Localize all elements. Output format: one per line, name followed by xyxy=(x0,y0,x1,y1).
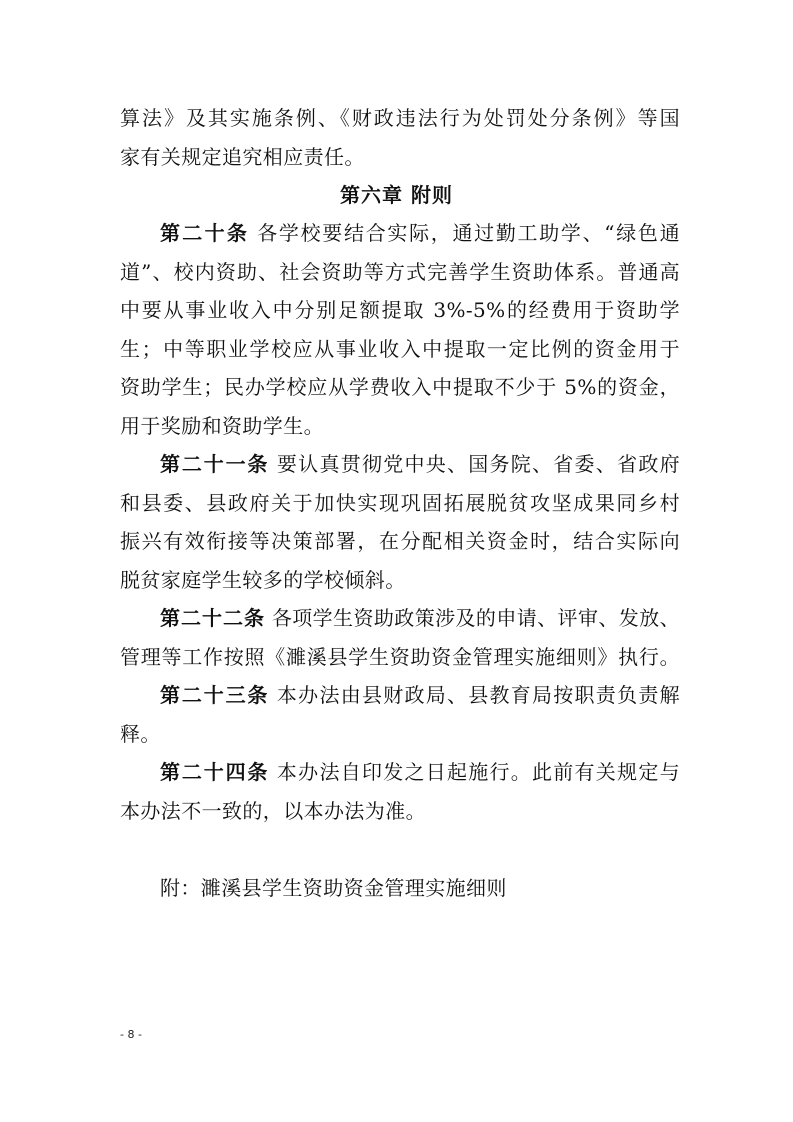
article-20-line: 中要从事业收入中分别足额提取 3%-5%的经费用于资助学 xyxy=(120,298,680,322)
article-text: 要认真贯彻党中央、国务院、省委、省政府 xyxy=(276,452,680,476)
article-22-first-line xyxy=(160,606,680,630)
article-20-first-line xyxy=(160,221,680,245)
article-21-first-line xyxy=(160,452,680,476)
article-23-first-line xyxy=(160,683,680,707)
article-label: 第二十四条 xyxy=(160,760,270,784)
attachment-note: 附：濉溪县学生资助资金管理实施细则 xyxy=(160,876,507,900)
page-number: - 8 - xyxy=(120,1028,142,1041)
article-21-line: 和县委、县政府关于加快实现巩固拓展脱贫攻坚成果同乡村 xyxy=(120,491,680,515)
article-text: 各学校要结合实际，通过勤工助学、“绿色通 xyxy=(257,221,681,245)
article-label: 第二十三条 xyxy=(160,683,270,707)
article-23-line: 释。 xyxy=(120,722,161,746)
article-24-first-line xyxy=(160,760,680,784)
article-label: 第二十条 xyxy=(160,221,250,245)
article-text: 本办法自印发之日起施行。此前有关规定与 xyxy=(276,760,680,784)
article-20-line: 生；中等职业学校应从事业收入中提取一定比例的资金用于 xyxy=(120,337,680,361)
article-22-line: 管理等工作按照《濉溪县学生资助资金管理实施细则》执行。 xyxy=(120,645,680,669)
chapter-heading: 第六章 附则 xyxy=(340,183,453,207)
article-20-line: 道”、校内资助、社会资助等方式完善学生资助体系。普通高 xyxy=(120,260,680,284)
article-21-line: 脱贫家庭学生较多的学校倾斜。 xyxy=(120,568,406,592)
article-21-line: 振兴有效衔接等决策部署，在分配相关资金时，结合实际向 xyxy=(120,529,680,553)
article-20-line: 资助学生；民办学校应从学费收入中提取不少于 5%的资金， xyxy=(120,375,680,399)
article-text: 各项学生资助政策涉及的申请、评审、发放、 xyxy=(271,606,681,630)
article-20-line: 用于奖励和资助学生。 xyxy=(120,414,324,438)
article-text: 本办法由县财政局、县教育局按职责负责解 xyxy=(276,683,680,707)
continuation-line-2: 家有关规定追究相应责任。 xyxy=(120,145,365,169)
continuation-line-1: 算法》及其实施条例、《财政违法行为处罚处分条例》等国 xyxy=(120,106,680,130)
article-label: 第二十一条 xyxy=(160,452,270,476)
article-label: 第二十二条 xyxy=(160,606,266,630)
article-24-line: 本办法不一致的，以本办法为准。 xyxy=(120,799,426,823)
